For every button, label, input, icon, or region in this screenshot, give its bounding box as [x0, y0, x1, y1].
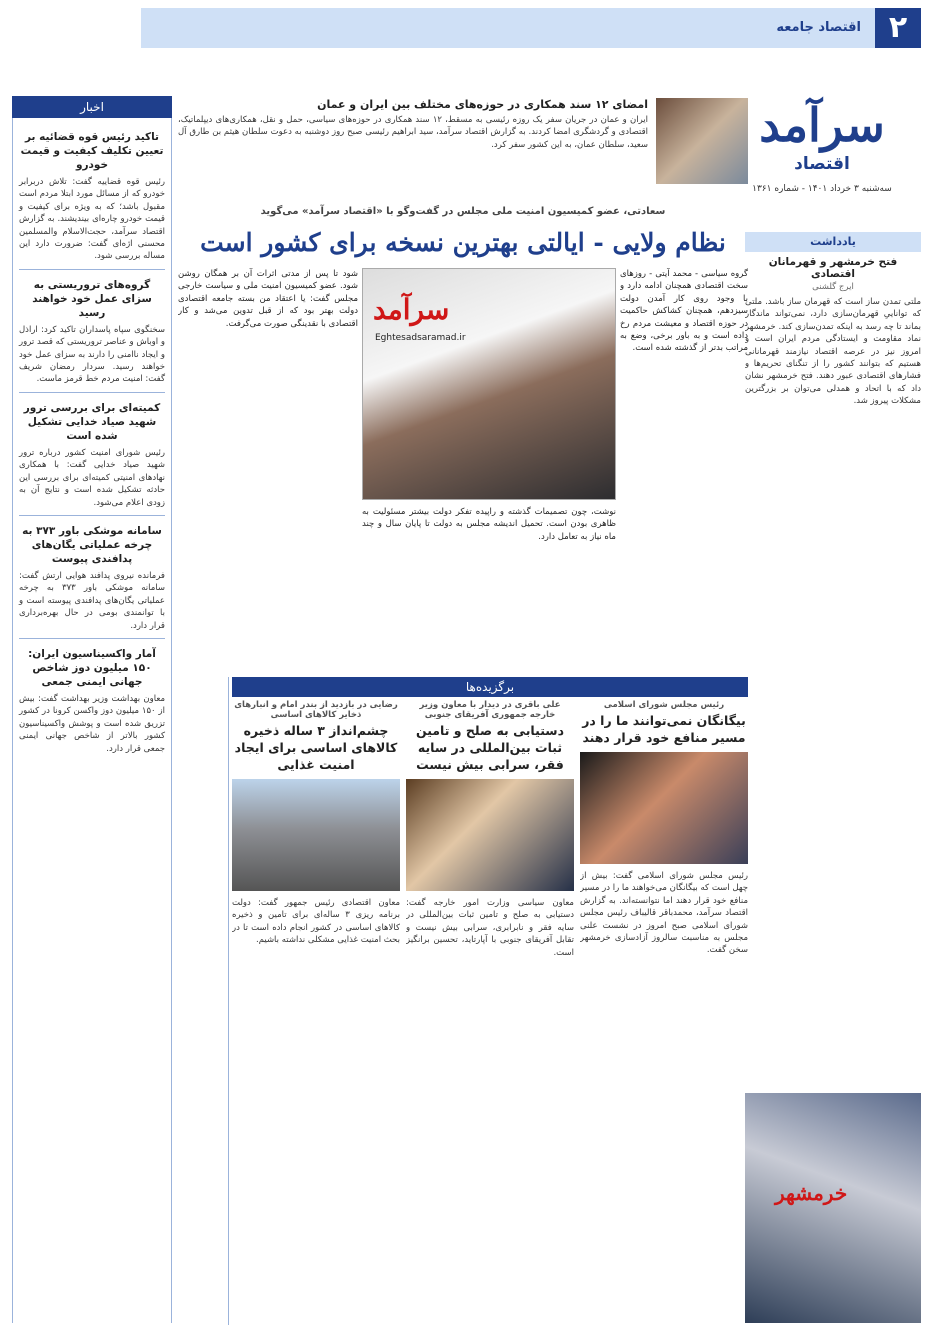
news-body: معاون بهداشت وزیر بهداشت گفت: بیش از ۱۵۰ میلیون دوز واکسن کرونا در کشور تزریق شده است و پوشش واکسیناسیون کشور بالاتر از شاخص جهانی ایمنی جمعی قرار دارد.	[19, 693, 165, 754]
top-story	[178, 98, 748, 198]
page-number: ۲	[875, 8, 921, 48]
news-body: سخنگوی سپاه پاسداران تاکید کرد: اراذل و اوباش و عناصر تروریستی که قصد ترور و ایجاد ناامنی را دارند به سزای عمل خود خواهند رسید. سردار رمضان شریف گفت: امنیت مردم خط قرمز ماست.	[19, 324, 165, 385]
column-spacer	[178, 700, 224, 1320]
issue-line: سه‌شنبه ۳ خرداد ۱۴۰۱ - شماره ۱۳۶۱	[752, 184, 892, 194]
main-story-photo	[362, 268, 616, 500]
editorial-title: فتح خرمشهر و قهرمانان اقتصادی	[768, 256, 898, 280]
news-body: رئیس شورای امنیت کشور درباره ترور شهید صیاد خدایی گفت: با همکاری نهادهای امنیتی کمیته‌ای برای بررسی این حادثه تشکیل شده است و نتایج آن به زودی اعلام می‌شود.	[19, 447, 165, 508]
top-story-text	[178, 98, 648, 151]
news-title: گروه‌های تروریستی به سزای عمل خود خواهند رسید	[32, 278, 152, 319]
highlight-photo	[406, 779, 574, 891]
main-story-subhead: سعادتی، عضو کمیسیون امنیت ملی مجلس در گفت‌وگو با «اقتصاد سرآمد» می‌گوید	[260, 206, 666, 217]
top-story-title: امضای ۱۲ سند همکاری در حوزه‌های مختلف بین ایران و عمان	[317, 98, 648, 111]
highlight-item	[406, 700, 574, 1325]
main-story-mid-column: نوشت، چون تصمیمات گذشته و راپیده تفکر دولت بیشتر مسئولیت به ظاهری بودن است. تحمیل اندیشه مجلس به دولت تا پایان سال و چند ماه نیاز به تعامل دارد.	[362, 507, 616, 542]
section-label: اقتصاد جامعه	[776, 20, 861, 35]
news-title: آمار واکسیناسیون ایران: ۱۵۰ میلیون دوز شاخص جهانی ایمنی جمعی	[28, 647, 156, 688]
highlight-item	[232, 700, 400, 1325]
highlight-kicker: رئیس مجلس شورای اسلامی	[603, 700, 725, 710]
masthead-subtitle: اقتصاد	[794, 154, 850, 174]
highlight-body: معاون اقتصادی رئیس جمهور گفت: دولت برنامه ریزی ۳ ساله‌ای برای تامین و ذخیره کالاهای اساسی در کشور انجام داده است تا در بحث امنیت غذایی مشکلی نداشته باشیم.	[232, 898, 400, 946]
highlight-photo	[232, 779, 400, 891]
news-title: سامانه موشکی باور ۳۷۳ به چرخه عملیاتی یگان‌های پدافندی پیوست	[22, 524, 162, 565]
divider	[19, 515, 165, 516]
main-headline: نظام ولایی - ایالتی بهترین نسخه برای کشور است	[200, 228, 726, 257]
main-story-byline: گروه سیاسی - محمد آیتی - روزهای سخت اقتصادی همچنان ادامه دارد و با وجود روی کار آمدن دولت سیزدهم، همچنان کشاکش حاکمیت در حوزه اقتصاد و معیشت مردم رخ داده است و به باور برخی، وضع به مراتب بدتر از گذشته شده است.	[620, 269, 748, 354]
divider	[19, 638, 165, 639]
photo-url: Eghtesadsaramad.ir	[375, 333, 466, 343]
highlight-body: معاون سیاسی وزارت امور خارجه گفت: دستیابی به صلح و تامین ثبات بین‌المللی در سایه فقر و نابرابری، سرابی بیش نیست و تقابل آفریقای جنوبی با آپارتاید، تحسین برانگیز است.	[406, 898, 574, 958]
news-section-label: اخبار	[12, 96, 172, 118]
masthead	[723, 50, 921, 235]
news-title: تاکید رئیس قوه قضائیه بر تعیین تکلیف کیفیت و قیمت خودرو	[20, 131, 164, 171]
divider	[19, 269, 165, 270]
photo-logo: سرآمد	[373, 293, 450, 326]
highlight-kicker: رضایی در بازدید از بندر امام و انبارهای ذخایر کالاهای اساسی	[234, 700, 398, 720]
highlights-bar: برگزیده‌ها	[232, 677, 748, 697]
poster-text: خرمشهر	[775, 1181, 848, 1205]
news-column	[12, 118, 172, 1323]
news-title: کمیته‌ای برای بررسی ترور شهید صیاد خدایی تشکیل شده است	[23, 401, 161, 442]
masthead-logo: سرآمد	[759, 98, 885, 152]
main-story-left-column: شود تا پس از مدتی اثرات آن بر همگان روشن شود. عضو کمیسیون امنیت ملی و سیاست خارجی مجلس گفت: یا اعتقاد من بسته جامعه اقتصادی دولت بهتر بود که از قبل تدوین می‌شد و کار اقتصادی با نقدینگی صورت می‌گرفت.	[178, 269, 358, 329]
top-story-body: ایران و عمان در جریان سفر یک روزه رئیسی به مسقط، ۱۲ سند همکاری در حوزه‌های سیاسی، حمل و نقل، همکاری‌های دیپلماتیک، اقتصادی و گردشگری امضا کردند. به گزارش اقتصاد سرآمد، سید ابراهیم رئیسی صبح روز دوشنبه به دعوت سلطان هیثم بن طارق آل سعید، سلطان عمان، به این کشور سفر کرد.	[178, 115, 648, 150]
highlight-title: دستیابی به صلح و تامین ثبات بین‌المللی در سایه فقر، سرابی بیش نیست	[415, 723, 565, 772]
news-body: فرمانده نیروی پدافند هوایی ارتش گفت: سامانه موشکی باور ۳۷۳ به چرخه عملیاتی یگان‌های پدافندی پیوسته است و با توانمندی بومی در حال بهره‌برداری قرار دارد.	[19, 570, 165, 631]
highlight-title: چشم‌انداز ۳ ساله ذخیره کالاهای اساسی برای ایجاد امنیت غذایی	[234, 723, 398, 772]
editorial-poster	[745, 1093, 921, 1323]
top-story-photo	[656, 98, 748, 184]
editorial-column	[745, 232, 921, 1323]
column-divider	[228, 677, 229, 1325]
editorial-body: ملتی تمدن ساز است که قهرمان ساز باشد. ملتی که تواناییِ قهرمان‌سازی دارد، نمی‌تواند ماندگار بماند تا چه رسد به اینکه تمدن‌سازی کند. خرمشهر نماد مقاومت و ایستادگی مردم ایران است و امروز نیز در عرصه اقتصاد نیازمند قهرمانانی هستیم که بتوانند کشور را از تنگنای تحریم‌ها و فشارهای اقتصادی عبور دهند. فتح خرمشهر نشان داد که با اتحاد و همدلی می‌توان بر بزرگترین مشکلات پیروز شد.	[745, 297, 921, 407]
news-body: رئیس قوه قضاییه گفت: تلاش دربرابر خودرو که از مسائل مورد ابتلا مردم است مقبول باشد؛ که به ویژه برای کیفیت و قیمت خودرو چاره‌ای بیندیشند. به گزارش اقتصاد سرآمد، حجت‌الاسلام والمسلمین محسنی اژه‌ای گفت: ضرورت دارد این مساله بررسی شود.	[19, 177, 165, 262]
divider	[19, 392, 165, 393]
highlight-photo	[580, 752, 748, 864]
highlight-body: رئیس مجلس شورای اسلامی گفت: بیش از چهل است که بیگانگان می‌خواهند ما را در مسیر منافع خود قرار دهند اما نتوانسته‌اند. به گزارش اقتصاد سرآمد، محمدباقر قالیباف رئیس مجلس شورای اسلامی صبح امروز در نشست علنی مجلس به مناسبت سالروز آزادسازی خرمشهر سخن گفت.	[580, 871, 748, 956]
highlight-item	[580, 700, 748, 1325]
editorial-author: ایرج گلشنی	[812, 282, 854, 292]
highlight-kicker: علی باقری در دیدار با معاون وزیر خارجه جمهوری آفریقای جنوبی	[419, 700, 561, 720]
editorial-head: یادداشت	[745, 232, 921, 252]
highlight-title: بیگانگان نمی‌توانند ما را در مسیر منافع خود قرار دهند	[582, 713, 746, 745]
